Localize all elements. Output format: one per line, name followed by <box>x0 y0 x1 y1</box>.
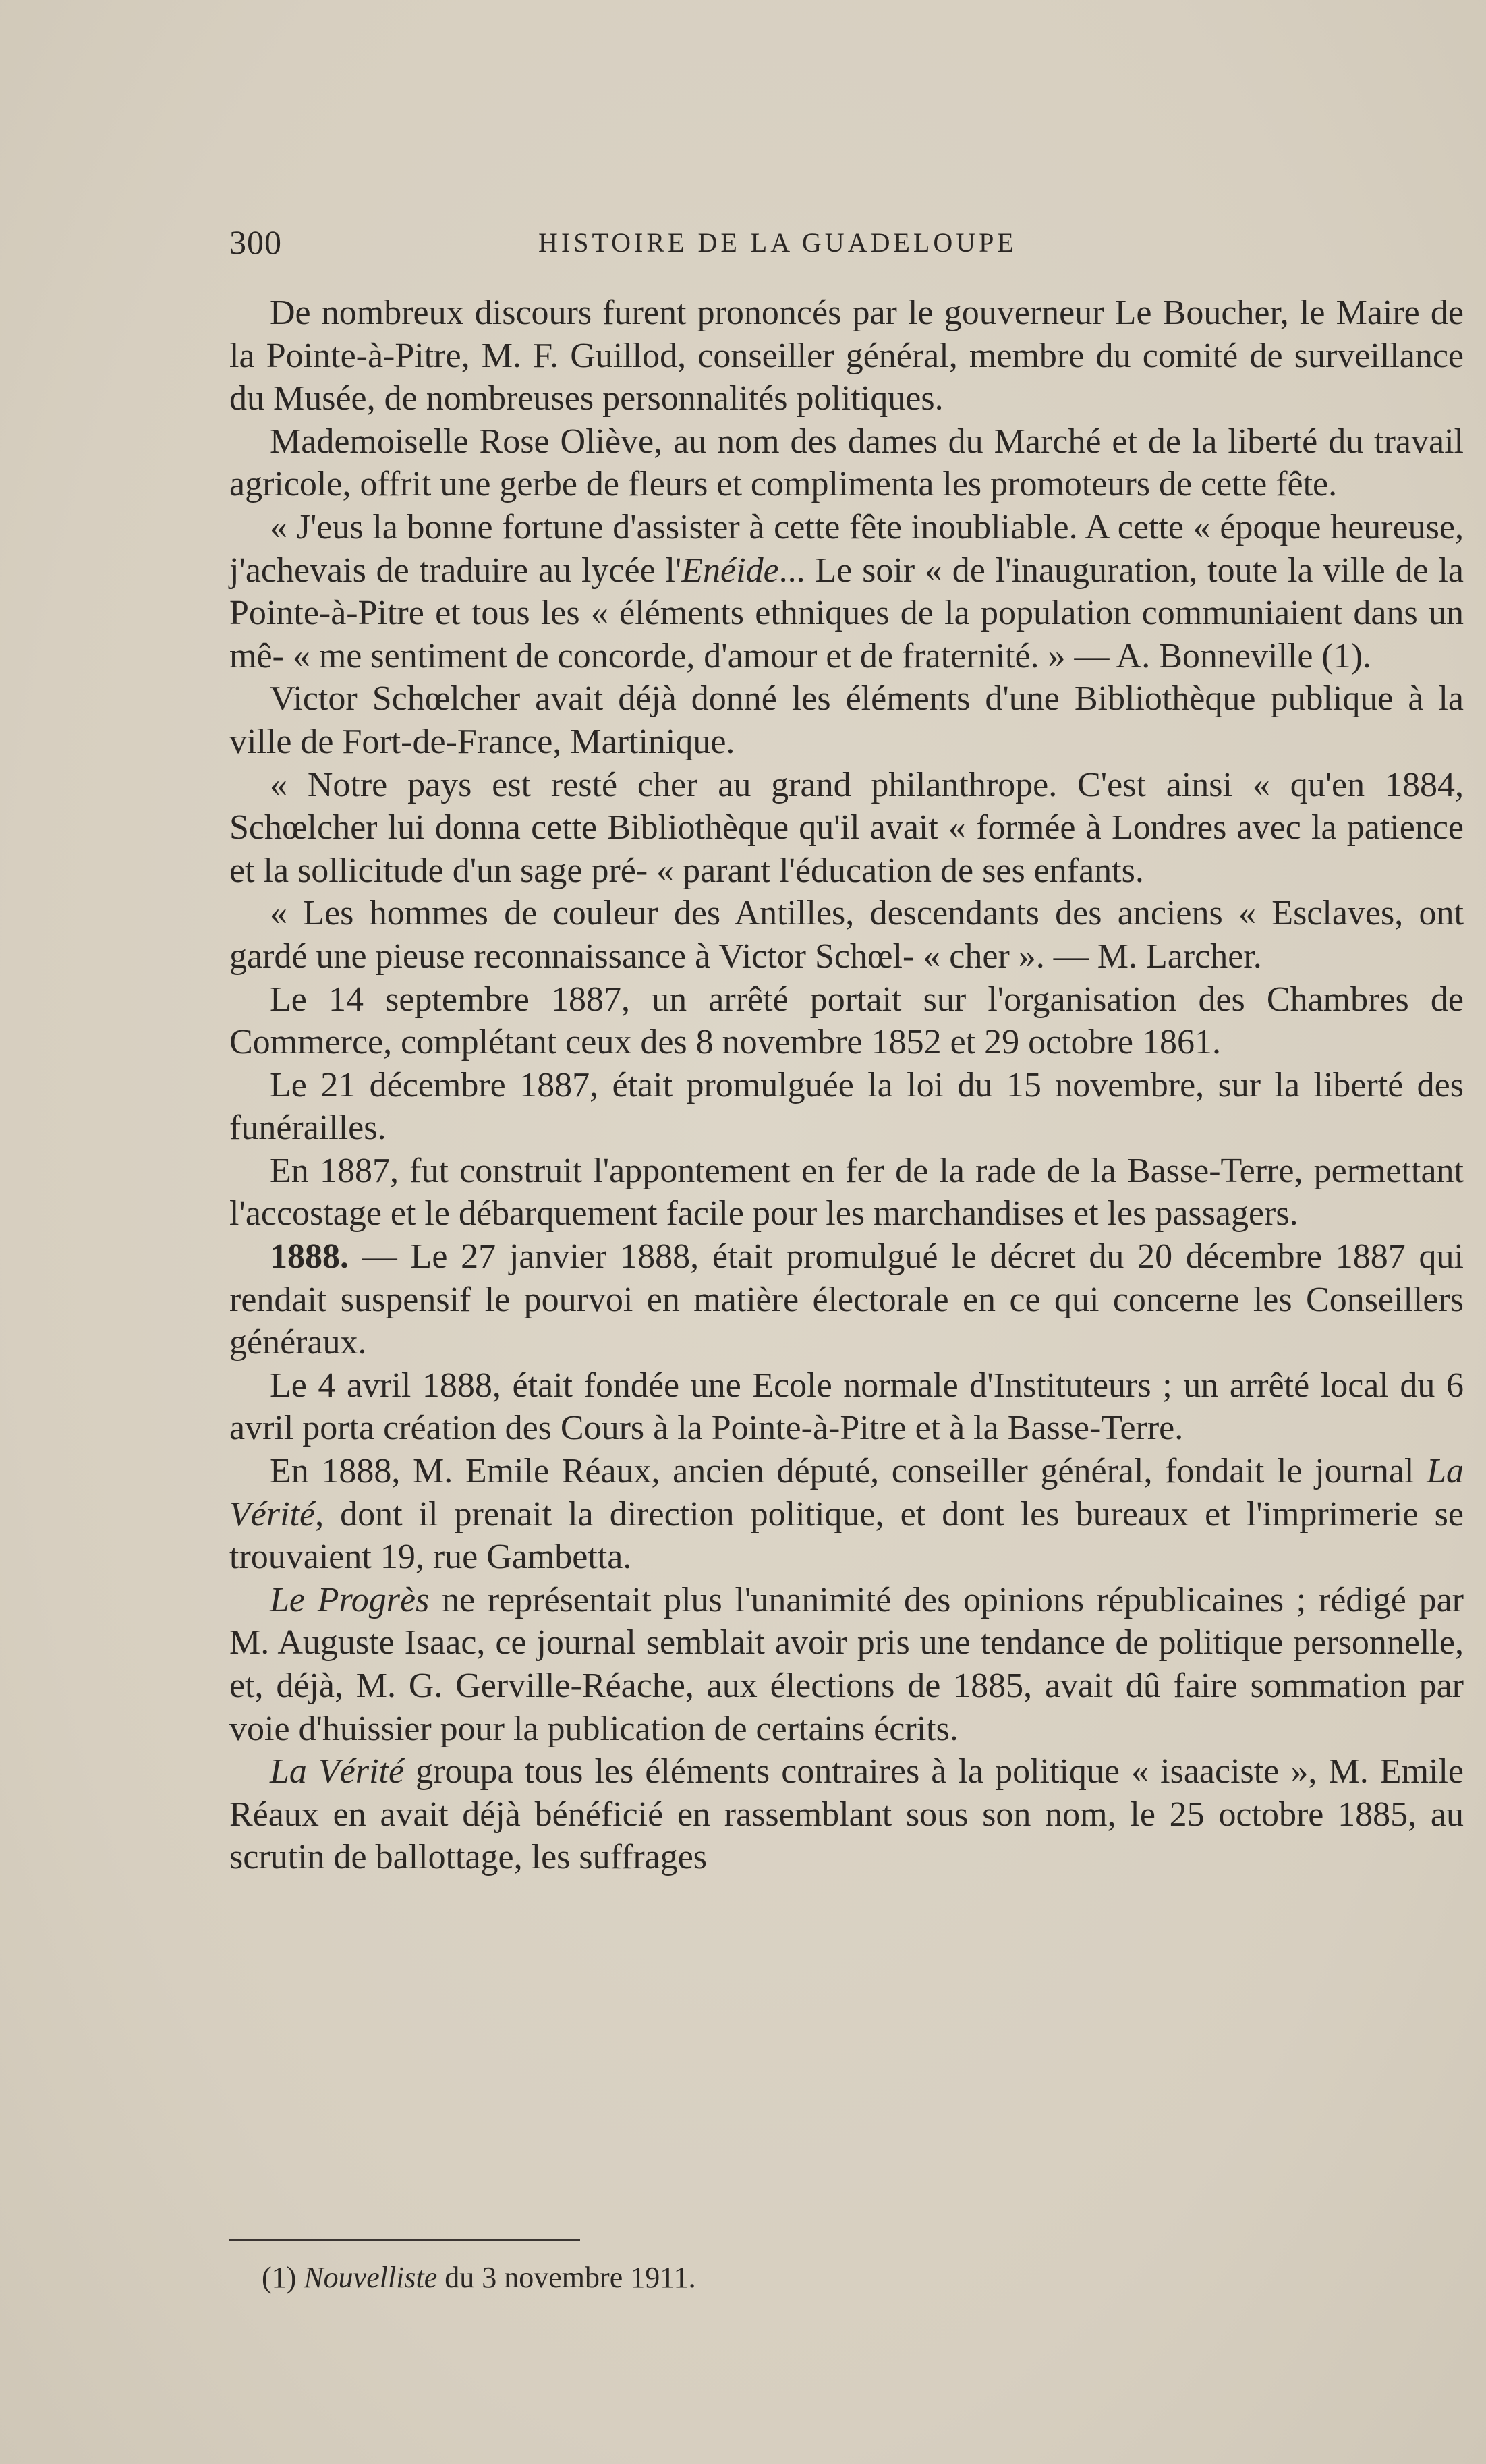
paragraph-text: « J'eus la bonne fortune d'assister à cette fête inoubliable. A cette « époque heureuse, j'achevais de traduire au lycée l' <box>229 507 1464 590</box>
paragraph-text: « Les hommes de couleur des Antilles, descendants des anciens « Esclaves, ont gardé une pieuse reconnaissance à Victor Schœl- « cher ». — M. Larcher. <box>229 894 1464 976</box>
paragraph <box>229 677 1464 763</box>
newspaper-title: La Vérité <box>270 1752 405 1791</box>
paragraph-text: groupa tous les éléments contraires à la politique « isaaciste », M. Emile Réaux en avait déjà bénéficié en rassemblant sous son nom, le 25 octobre 1885, au scrutin de ballottage, les suffrages <box>229 1752 1464 1877</box>
paragraph-text: De nombreux discours furent prononcés par le gouverneur Le Boucher, le Maire de la Pointe-à-Pitre, M. F. Guillod, conseiller général, membre du comité de surveillance du Musée, de nombreuses personnalités politiques. <box>229 293 1464 418</box>
footnote-divider <box>229 2239 580 2241</box>
newspaper-title: La Vérité <box>229 1452 1464 1534</box>
paragraph <box>229 1150 1464 1235</box>
paragraph-text: Le 21 décembre 1887, était promulguée la loi du 15 novembre, sur la liberté des funérailles. <box>229 1065 1464 1148</box>
paragraph-text: « Notre pays est resté cher au grand philanthrope. C'est ainsi « qu'en 1884, Schœlcher lui donna cette Bibliothèque qu'il avait « formée à Londres avec la patience et la sollicitude d'un sage pré- « parant l'éducation de ses enfants. <box>229 765 1464 890</box>
paragraph <box>229 1235 1464 1364</box>
quotation-paragraph <box>229 892 1464 978</box>
paragraph <box>229 1450 1464 1579</box>
page-number: 300 <box>229 223 282 261</box>
paragraph-text: En 1887, fut construit l'appontement en fer de la rade de la Basse-Terre, permettant l'accostage et le débarquement facile pour les marchandises et les passagers. <box>229 1151 1464 1233</box>
quotation-paragraph <box>229 506 1464 677</box>
paragraph-text: Mademoiselle Rose Oliève, au nom des dames du Marché et de la liberté du travail agricole, offrit une gerbe de fleurs et complimenta les promoteurs de cette fête. <box>229 422 1464 504</box>
paragraph-text: ne représentait plus l'unanimité des opinions républicaines ; rédigé par M. Auguste Isaac, ce journal semblait avoir pris une tendance de politique personnelle, et, déjà, M. G. Gerville-Réache, aux élections de 1885, avait dû faire sommation par voie d'huissier pour la publication de certains écrits. <box>229 1580 1464 1748</box>
newspaper-title: Le Progrès <box>270 1580 430 1619</box>
year-heading: 1888. <box>270 1237 349 1277</box>
page-header <box>229 223 1282 263</box>
running-title: HISTOIRE DE LA GUADELOUPE <box>538 227 1017 258</box>
paragraph-text: Victor Schœlcher avait déjà donné les éléments d'une Bibliothèque publique à la ville de Fort-de-France, Martinique. <box>229 679 1464 761</box>
paragraph-text: ... Le soir « de l'inauguration, toute la ville de la Pointe-à-Pitre et tous les « éléments ethniques de la population communiaient dans un mê- « me sentiment de concorde, d'amour et de fraternité. » — A. Bonneville (1). <box>229 551 1464 675</box>
paragraph <box>229 291 1464 420</box>
paragraph-text: Le 4 avril 1888, était fondée une Ecole normale d'Instituteurs ; un arrêté local du 6 avril porta création des Cours à la Pointe-à-Pitre et à la Basse-Terre. <box>229 1366 1464 1448</box>
quotation-paragraph <box>229 764 1464 893</box>
paragraph-text: — Le 27 janvier 1888, était promulgué le décret du 20 décembre 1887 qui rendait suspensif le pourvoi en matière électorale en ce qui concerne les Conseillers généraux. <box>229 1237 1464 1362</box>
footnote-source: Nouvelliste <box>304 2261 438 2294</box>
paragraph-text: En 1888, M. Emile Réaux, ancien député, conseiller général, fondait le journal <box>270 1452 1427 1491</box>
paragraph <box>229 1579 1464 1750</box>
italic-title: Enéide <box>681 551 779 590</box>
footnote <box>262 2260 696 2295</box>
footnote-marker: (1) <box>262 2261 297 2294</box>
paragraph <box>229 1364 1464 1450</box>
paragraph <box>229 420 1464 506</box>
paragraph-text: Le 14 septembre 1887, un arrêté portait sur l'organisation des Chambres de Commerce, complétant ceux des 8 novembre 1852 et 29 octobre 1861. <box>229 980 1464 1062</box>
paragraph <box>229 1064 1464 1150</box>
paragraph <box>229 978 1464 1064</box>
paragraph-text: , dont il prenait la direction politique, et dont les bureaux et l'imprimerie se trouvaient 19, rue Gambetta. <box>229 1494 1464 1577</box>
paragraph <box>229 1750 1464 1879</box>
footnote-text: du 3 novembre 1911. <box>437 2261 696 2294</box>
page-body <box>229 291 1464 1879</box>
